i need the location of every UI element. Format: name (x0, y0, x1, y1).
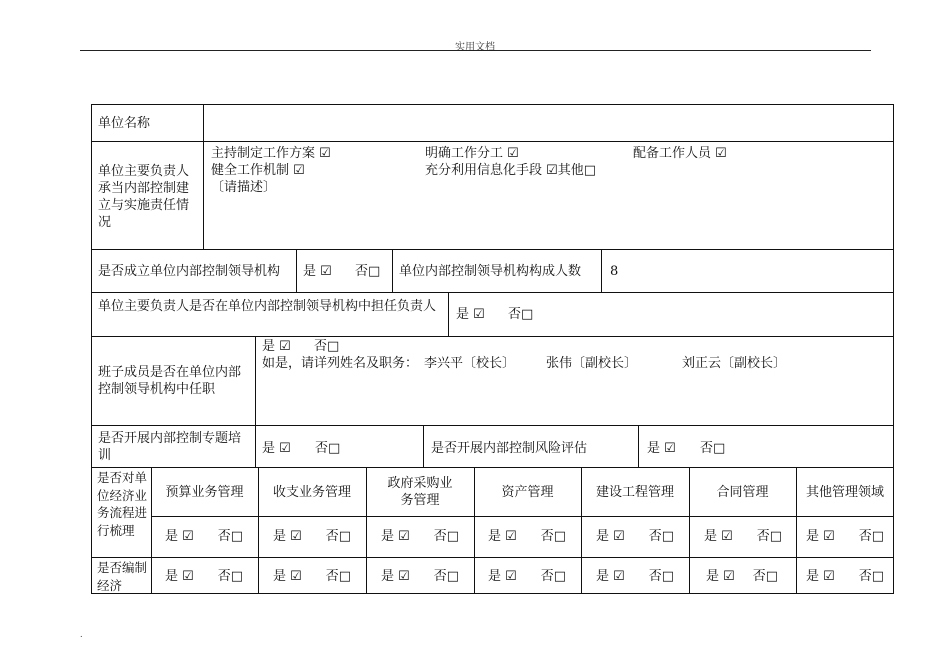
leading-group-label: 是否成立单位内部控制领导机构 (98, 264, 281, 279)
head-in-charge-no[interactable]: 否□ (508, 307, 534, 322)
column-header: 政府采购业务管理 (387, 476, 453, 508)
member-name: 张伟〔副校长〕 (546, 356, 638, 371)
no-option[interactable]: 否□ (648, 569, 674, 584)
col-divider (255, 336, 256, 467)
process-answer (381, 528, 459, 545)
responsibility-option[interactable]: 主持制定工作方案 ☑ (211, 146, 331, 161)
risk-assessment-label: 是否开展内部控制风险评估 (431, 441, 588, 456)
yes-option[interactable]: 是 ☑ (165, 529, 194, 544)
no-option[interactable]: 否□ (752, 569, 778, 584)
column-header: 建设工程管理 (595, 485, 674, 500)
col-divider (392, 249, 393, 292)
yes-option[interactable]: 是 ☑ (273, 569, 302, 584)
training-label: 是否开展内部控制专题培训 (98, 431, 242, 463)
no-option[interactable]: 否□ (217, 569, 243, 584)
risk-assessment-yes[interactable]: 是 ☑ (647, 441, 676, 456)
process-answer (806, 528, 884, 545)
row-divider (91, 292, 894, 293)
row-divider (91, 425, 894, 426)
row-divider (91, 141, 894, 142)
yes-option[interactable]: 是 ☑ (704, 529, 733, 544)
col-divider (601, 249, 602, 292)
compile-answer (596, 568, 674, 585)
col-divider (296, 249, 297, 292)
col-divider (638, 425, 639, 467)
col-divider (448, 292, 449, 336)
compile-answer (806, 568, 884, 585)
responsibility-option[interactable]: 充分利用信息化手段 ☑其他□ (425, 163, 597, 178)
compile-answer (706, 568, 778, 585)
yes-option[interactable]: 是 ☑ (273, 529, 302, 544)
no-option[interactable]: 否□ (756, 529, 782, 544)
compile-answer (165, 568, 243, 585)
no-option[interactable]: 否□ (648, 529, 674, 544)
process-answer (165, 528, 243, 545)
no-option[interactable]: 否□ (217, 529, 243, 544)
training-no[interactable]: 否□ (315, 441, 341, 456)
footer-mark: . (80, 630, 83, 639)
column-header: 资产管理 (501, 485, 554, 500)
yes-option[interactable]: 是 ☑ (165, 569, 194, 584)
no-option[interactable]: 否□ (858, 569, 884, 584)
compile-label: 是否编制经济 (97, 560, 148, 593)
yes-option[interactable]: 是 ☑ (381, 529, 410, 544)
compile-answer (488, 568, 566, 585)
col-divider (366, 467, 367, 594)
no-option[interactable]: 否□ (858, 529, 884, 544)
members-detail-prefix: 如是，请详列姓名及职务： (262, 356, 419, 371)
process-review-label: 是否对单位经济业务流程进行梳理 (97, 470, 148, 538)
column-header: 其他管理领域 (805, 485, 884, 500)
process-answer (273, 528, 351, 545)
responsibility-option[interactable]: 健全工作机制 ☑ (211, 163, 305, 178)
head-in-charge-label: 单位主要负责人是否在单位内部控制领导机构中担任负责人 (98, 299, 437, 314)
no-option[interactable]: 否□ (433, 569, 459, 584)
training-yes[interactable]: 是 ☑ (262, 441, 291, 456)
no-option[interactable]: 否□ (325, 529, 351, 544)
row-divider (91, 557, 894, 558)
page-header-title: 实用文档 (455, 42, 495, 53)
col-divider (423, 425, 424, 467)
yes-option[interactable]: 是 ☑ (596, 529, 625, 544)
responsibility-label: 单位主要负责人承当内部控制建立与实施责任情况 (98, 164, 190, 230)
yes-option[interactable]: 是 ☑ (596, 569, 625, 584)
head-in-charge-yes[interactable]: 是 ☑ (456, 307, 485, 322)
unit-name-label: 单位名称 (98, 116, 151, 131)
row-divider (151, 516, 894, 517)
yes-option[interactable]: 是 ☑ (488, 569, 517, 584)
row-divider (91, 249, 894, 250)
no-option[interactable]: 否□ (325, 569, 351, 584)
member-count-label: 单位内部控制领导机构构成人数 (399, 264, 582, 279)
leading-group-yes[interactable]: 是 ☑ (303, 264, 332, 279)
no-option[interactable]: 否□ (433, 529, 459, 544)
column-header: 预算业务管理 (165, 485, 244, 500)
responsibility-option[interactable]: 明确工作分工 ☑ (425, 146, 519, 161)
col-divider (203, 104, 204, 249)
compile-answer (381, 568, 459, 585)
header-rule (80, 50, 871, 51)
row-divider (91, 467, 894, 468)
members-yes[interactable]: 是 ☑ (262, 339, 291, 354)
no-option[interactable]: 否□ (540, 529, 566, 544)
no-option[interactable]: 否□ (540, 569, 566, 584)
yes-option[interactable]: 是 ☑ (806, 529, 835, 544)
member-count-value[interactable]: 8 (610, 264, 619, 279)
process-answer (596, 528, 674, 545)
compile-answer (273, 568, 351, 585)
yes-option[interactable]: 是 ☑ (381, 569, 410, 584)
leading-group-no[interactable]: 否□ (355, 264, 381, 279)
member-name: 刘正云〔副校长〕 (682, 356, 787, 371)
column-header: 收支业务管理 (272, 485, 351, 500)
yes-option[interactable]: 是 ☑ (488, 529, 517, 544)
member-name: 李兴平〔校长〕 (424, 356, 516, 371)
risk-assessment-no[interactable]: 否□ (700, 441, 726, 456)
process-answer (488, 528, 566, 545)
members-no[interactable]: 否□ (314, 339, 340, 354)
yes-option[interactable]: 是 ☑ (706, 569, 735, 584)
responsibility-describe[interactable]: 〔请描述〕 (211, 180, 277, 195)
yes-option[interactable]: 是 ☑ (806, 569, 835, 584)
process-answer (704, 528, 782, 545)
column-header: 合同管理 (716, 485, 769, 500)
responsibility-option[interactable]: 配备工作人员 ☑ (633, 146, 727, 161)
members-label: 班子成员是否在单位内部控制领导机构中任职 (98, 365, 242, 397)
row-divider (91, 336, 894, 337)
